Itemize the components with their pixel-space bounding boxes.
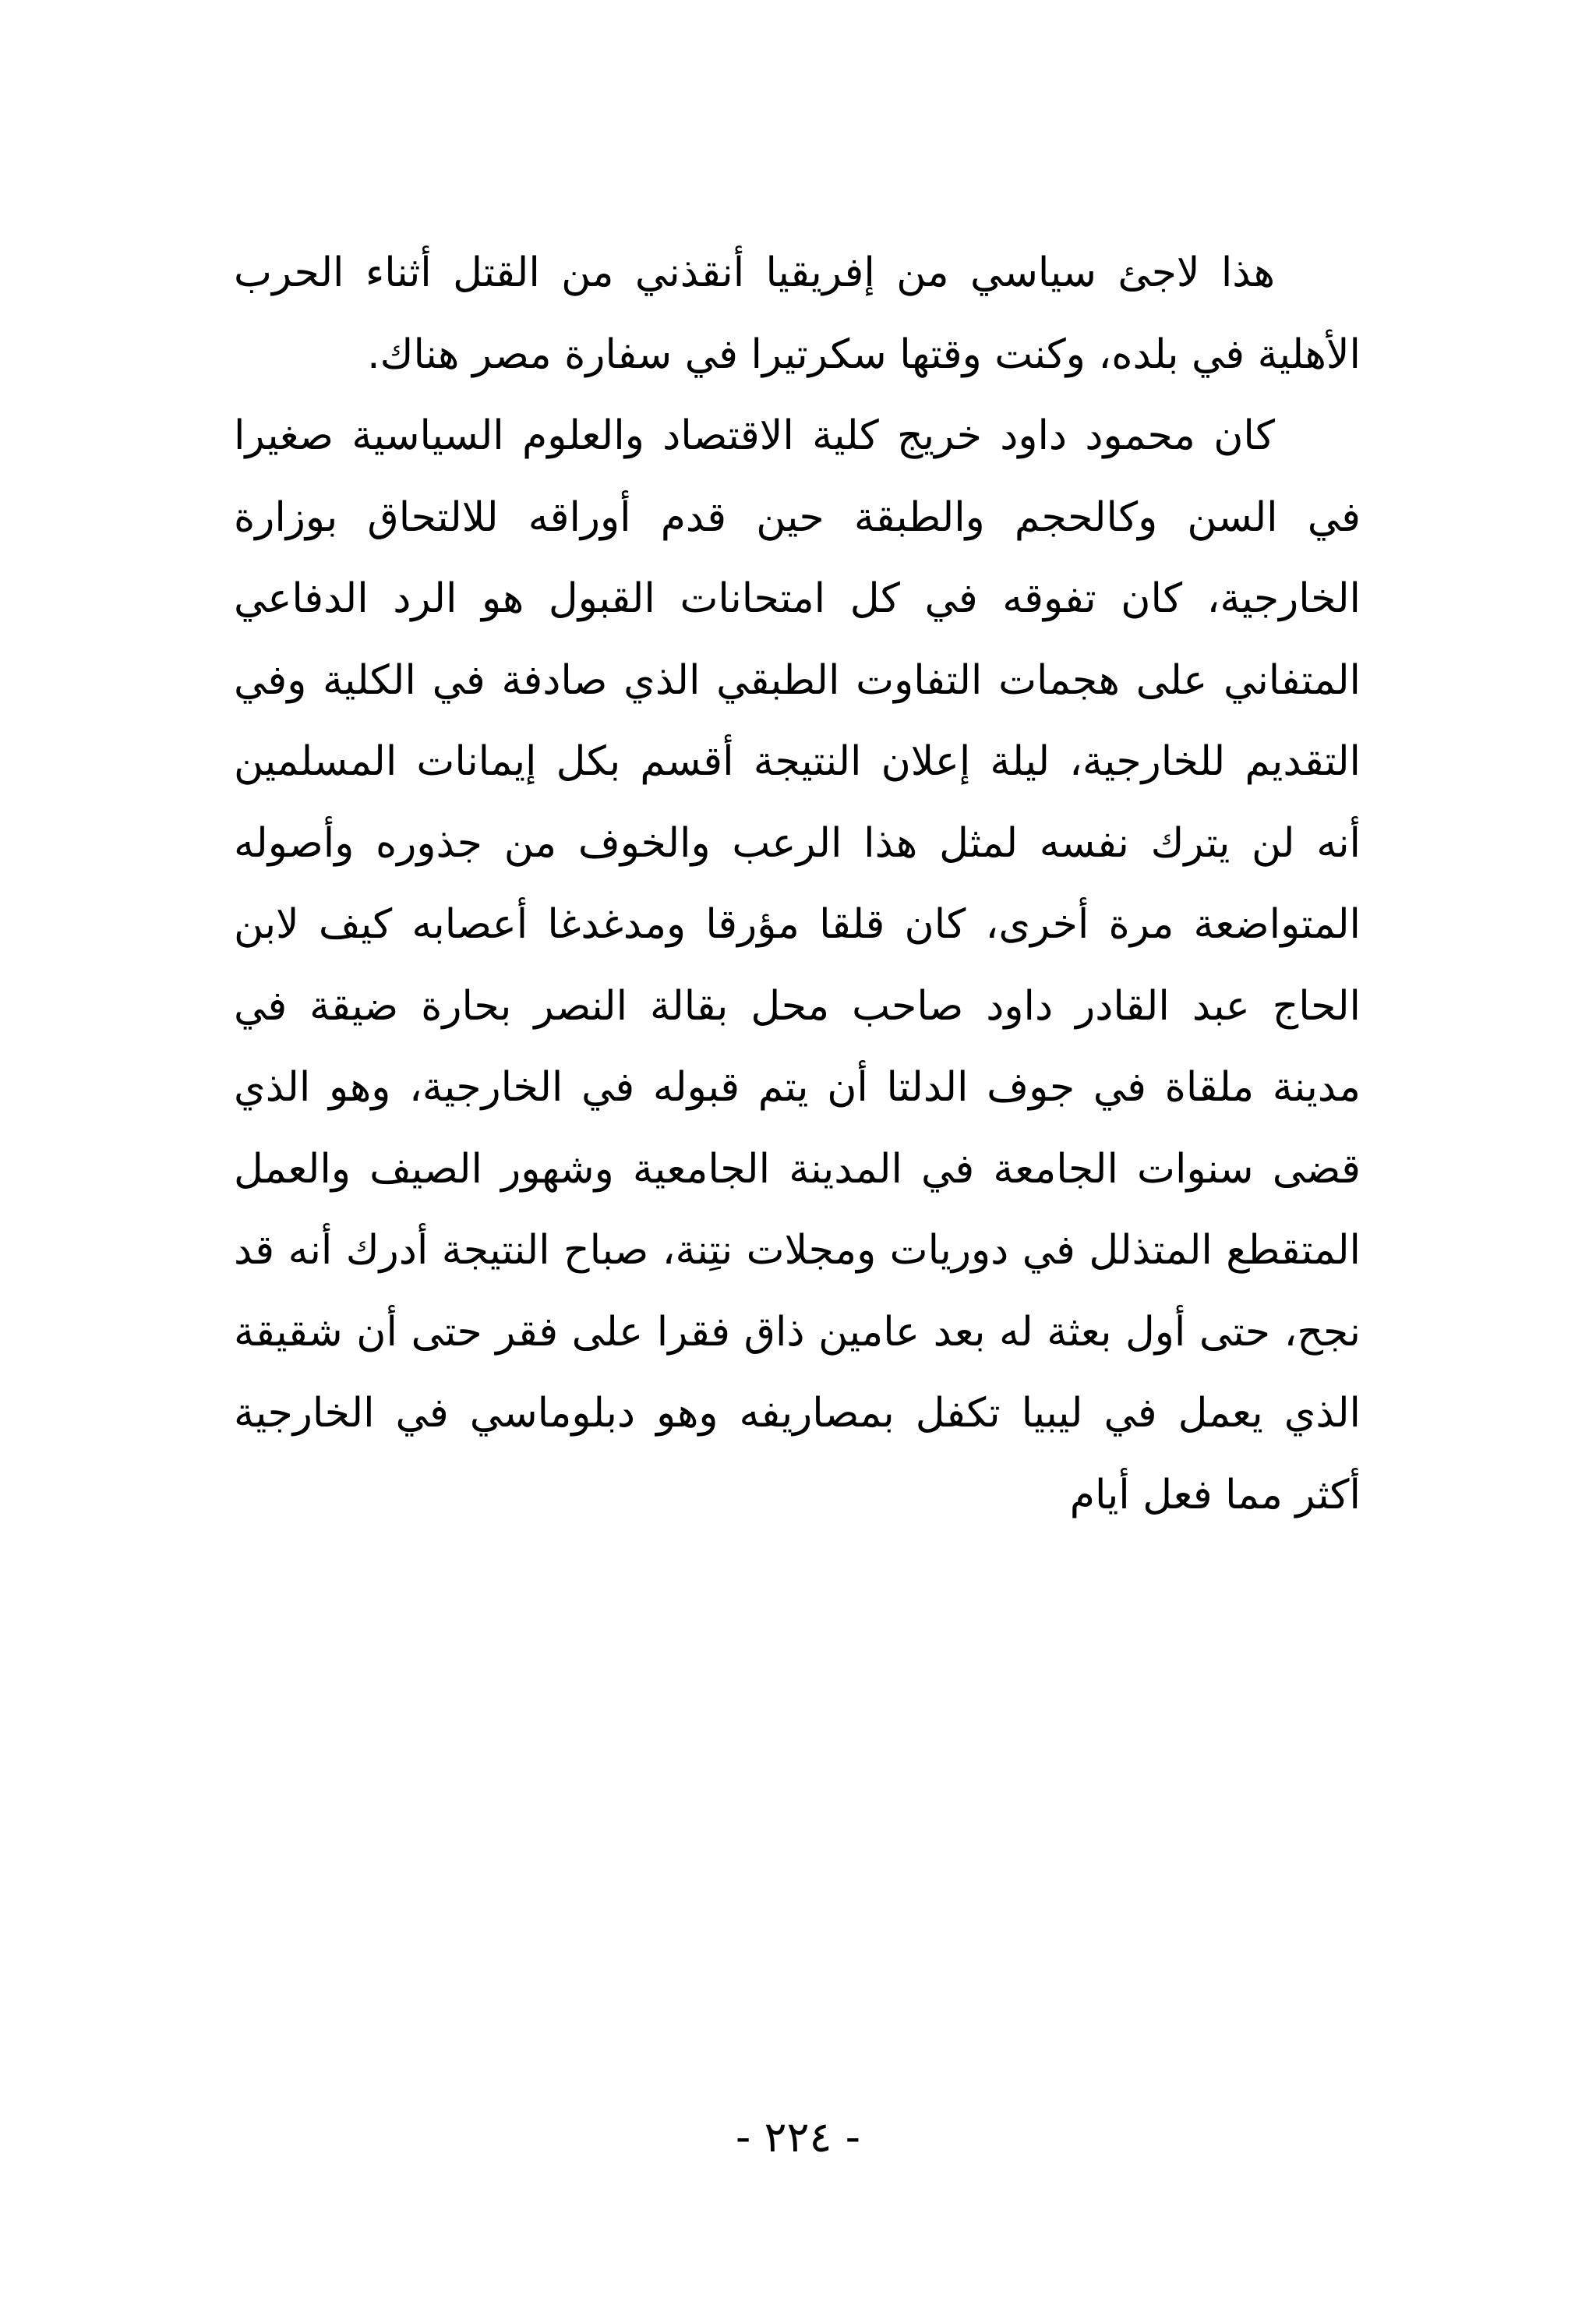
paragraph-2: كان محمود داود خريج كلية الاقتصاد والعلوم السياسية صغيرا في السن وكالحجم والطبقة حين قدم أوراقه للالتحاق بوزارة الخارجية، كان تفوقه في كل امتحانات القبول هو الرد الدفاعي المتفاني على هجمات التفاوت الطبقي الذي صادفة في الكلية وفي التقديم للخارجية، ليلة إعلان النتيجة أقسم بكل إيمانات المسلمين أنه لن يترك نفسه لمثل هذا الرعب والخوف من جذوره وأصوله المتواضعة مرة أخرى، كان قلقا مؤرقا ومدغدغا أعصابه كيف لابن الحاج عبد القادر داود صاحب محل بقالة النصر بحارة ضيقة في مدينة ملقاة في جوف الدلتا أن يتم قبوله في الخارجية، وهو الذي قضى سنوات الجامعة في المدينة الجامعية وشهور الصيف والعمل المتقطع المتذلل في دوريات ومجلات نتِنة، صباح النتيجة أدرك أنه قد نجح، حتى أول بعثة له بعد عامين ذاق فقرا على فقر حتى أن شقيقة الذي يعمل في ليبيا تكفل بمصاريفه وهو دبلوماسي في الخارجية أكثر مما فعل أيام — [234, 412, 1361, 1518]
page-number: - ٢٢٤ - — [735, 2112, 861, 2162]
paragraph-1: هذا لاجئ سياسي من إفريقيا أنقذني من القتل أثناء الحرب الأهلية في بلده، وكنت وقتها سكرتيرا في سفارة مصر هناك. — [234, 249, 1361, 378]
body-text — [234, 232, 1361, 1536]
